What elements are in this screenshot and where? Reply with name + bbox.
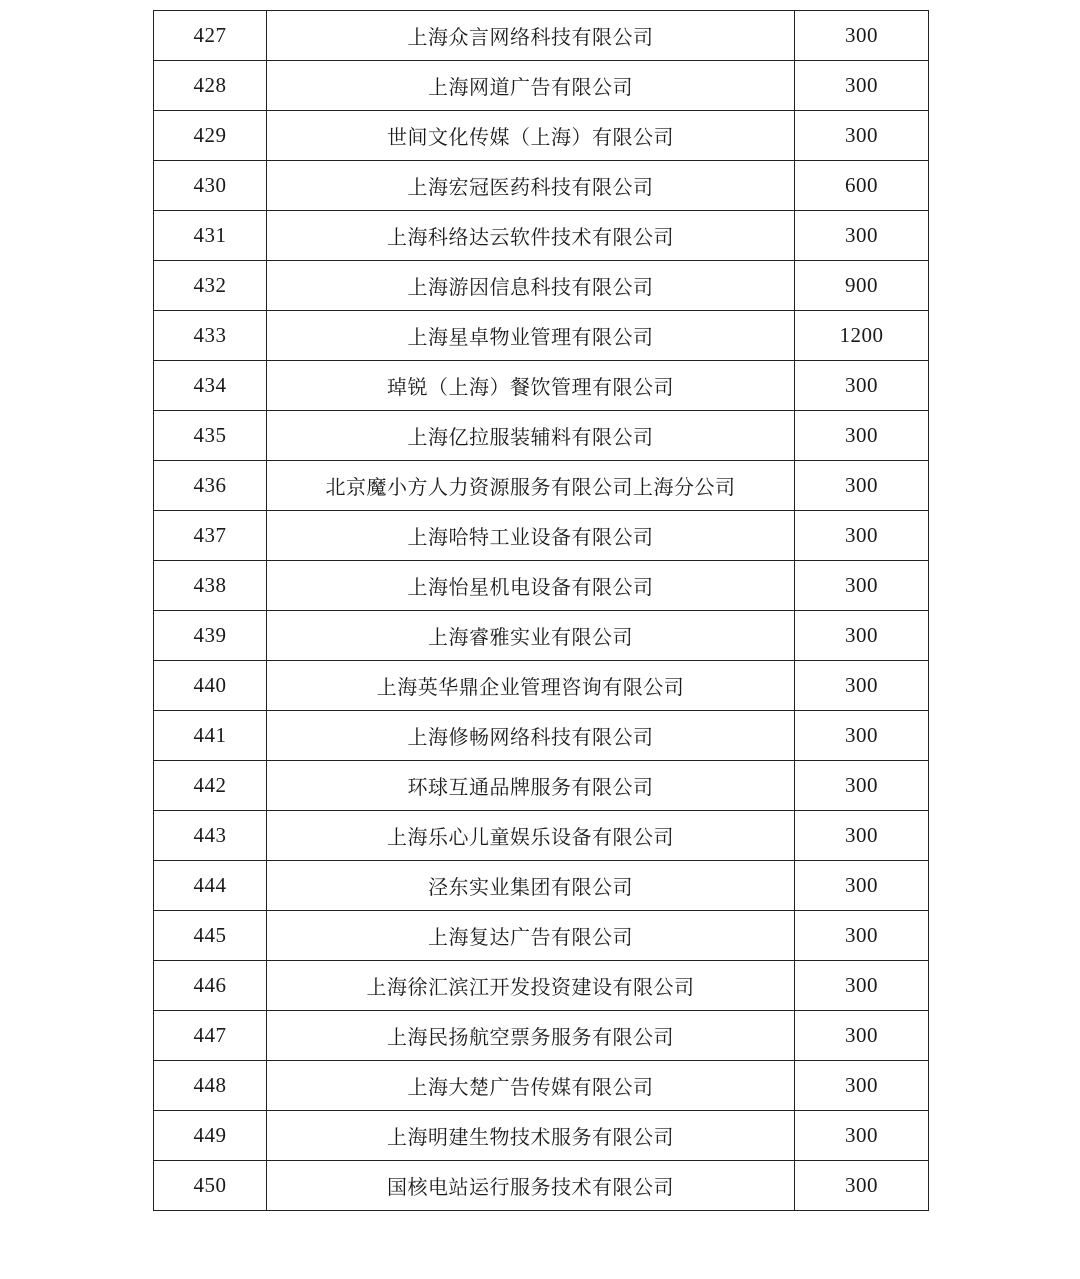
row-number-cell: 436 <box>154 461 267 511</box>
company-name-cell: 上海宏冠医药科技有限公司 <box>267 161 795 211</box>
table-row <box>154 611 929 661</box>
row-number-cell: 428 <box>154 61 267 111</box>
company-name-cell: 上海复达广告有限公司 <box>267 911 795 961</box>
amount-cell: 300 <box>795 1011 929 1061</box>
amount-cell: 900 <box>795 261 929 311</box>
table-row <box>154 161 929 211</box>
table-row <box>154 1061 929 1111</box>
row-number-cell: 450 <box>154 1161 267 1211</box>
company-name-cell: 琸锐（上海）餐饮管理有限公司 <box>267 361 795 411</box>
table-row <box>154 761 929 811</box>
row-number-cell: 443 <box>154 811 267 861</box>
amount-cell: 300 <box>795 11 929 61</box>
table-row <box>154 561 929 611</box>
amount-cell: 300 <box>795 811 929 861</box>
company-name-cell: 上海修畅网络科技有限公司 <box>267 711 795 761</box>
amount-cell: 300 <box>795 1161 929 1211</box>
row-number-cell: 435 <box>154 411 267 461</box>
company-name-cell: 上海众言网络科技有限公司 <box>267 11 795 61</box>
amount-cell: 300 <box>795 861 929 911</box>
amount-cell: 300 <box>795 1111 929 1161</box>
table-row <box>154 261 929 311</box>
table-row <box>154 311 929 361</box>
company-name-cell: 上海民扬航空票务服务有限公司 <box>267 1011 795 1061</box>
amount-cell: 300 <box>795 511 929 561</box>
row-number-cell: 442 <box>154 761 267 811</box>
amount-cell: 600 <box>795 161 929 211</box>
table-row <box>154 411 929 461</box>
amount-cell: 300 <box>795 211 929 261</box>
row-number-cell: 445 <box>154 911 267 961</box>
amount-cell: 300 <box>795 411 929 461</box>
table-row <box>154 1161 929 1211</box>
amount-cell: 300 <box>795 661 929 711</box>
amount-cell: 300 <box>795 961 929 1011</box>
table-row <box>154 511 929 561</box>
company-name-cell: 上海游因信息科技有限公司 <box>267 261 795 311</box>
row-number-cell: 429 <box>154 111 267 161</box>
row-number-cell: 447 <box>154 1011 267 1061</box>
row-number-cell: 439 <box>154 611 267 661</box>
amount-cell: 300 <box>795 61 929 111</box>
amount-cell: 300 <box>795 1061 929 1111</box>
row-number-cell: 438 <box>154 561 267 611</box>
amount-cell: 300 <box>795 361 929 411</box>
company-name-cell: 泾东实业集团有限公司 <box>267 861 795 911</box>
row-number-cell: 432 <box>154 261 267 311</box>
row-number-cell: 437 <box>154 511 267 561</box>
row-number-cell: 430 <box>154 161 267 211</box>
company-name-cell: 世间文化传媒（上海）有限公司 <box>267 111 795 161</box>
table-body <box>154 11 929 1211</box>
company-subsidy-table <box>153 10 929 1211</box>
company-name-cell: 国核电站运行服务技术有限公司 <box>267 1161 795 1211</box>
company-name-cell: 上海睿雅实业有限公司 <box>267 611 795 661</box>
table-row <box>154 911 929 961</box>
company-name-cell: 上海大楚广告传媒有限公司 <box>267 1061 795 1111</box>
amount-cell: 300 <box>795 461 929 511</box>
table-row <box>154 111 929 161</box>
company-name-cell: 上海明建生物技术服务有限公司 <box>267 1111 795 1161</box>
row-number-cell: 427 <box>154 11 267 61</box>
company-name-cell: 环球互通品牌服务有限公司 <box>267 761 795 811</box>
company-name-cell: 上海徐汇滨江开发投资建设有限公司 <box>267 961 795 1011</box>
company-name-cell: 北京魔小方人力资源服务有限公司上海分公司 <box>267 461 795 511</box>
amount-cell: 300 <box>795 711 929 761</box>
row-number-cell: 446 <box>154 961 267 1011</box>
table-row <box>154 711 929 761</box>
table-row <box>154 811 929 861</box>
company-name-cell: 上海哈特工业设备有限公司 <box>267 511 795 561</box>
company-name-cell: 上海英华鼎企业管理咨询有限公司 <box>267 661 795 711</box>
amount-cell: 300 <box>795 111 929 161</box>
table-row <box>154 661 929 711</box>
amount-cell: 300 <box>795 761 929 811</box>
company-name-cell: 上海网道广告有限公司 <box>267 61 795 111</box>
amount-cell: 300 <box>795 561 929 611</box>
table-row <box>154 1011 929 1061</box>
table-row <box>154 11 929 61</box>
amount-cell: 1200 <box>795 311 929 361</box>
company-name-cell: 上海乐心儿童娱乐设备有限公司 <box>267 811 795 861</box>
table-row <box>154 861 929 911</box>
company-name-cell: 上海科络达云软件技术有限公司 <box>267 211 795 261</box>
row-number-cell: 449 <box>154 1111 267 1161</box>
amount-cell: 300 <box>795 911 929 961</box>
table-row <box>154 461 929 511</box>
company-name-cell: 上海亿拉服装辅料有限公司 <box>267 411 795 461</box>
row-number-cell: 440 <box>154 661 267 711</box>
row-number-cell: 448 <box>154 1061 267 1111</box>
company-name-cell: 上海星卓物业管理有限公司 <box>267 311 795 361</box>
table-row <box>154 961 929 1011</box>
row-number-cell: 444 <box>154 861 267 911</box>
table-row <box>154 211 929 261</box>
table-row <box>154 1111 929 1161</box>
company-name-cell: 上海怡星机电设备有限公司 <box>267 561 795 611</box>
table-row <box>154 361 929 411</box>
row-number-cell: 434 <box>154 361 267 411</box>
row-number-cell: 441 <box>154 711 267 761</box>
row-number-cell: 433 <box>154 311 267 361</box>
amount-cell: 300 <box>795 611 929 661</box>
table-row <box>154 61 929 111</box>
row-number-cell: 431 <box>154 211 267 261</box>
